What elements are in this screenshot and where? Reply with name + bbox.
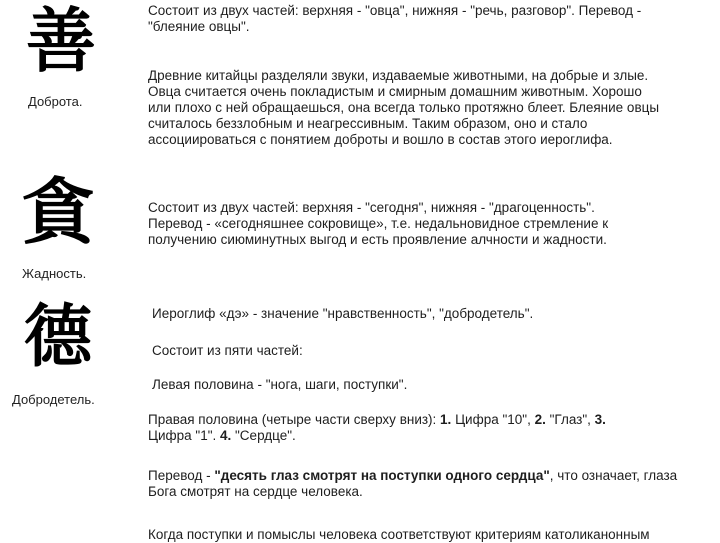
kindness-intro: Состоит из двух частей: верхняя - "овца", нижняя - "речь, разговор". Перевод - "блеяние овцы". bbox=[148, 3, 642, 34]
virtue-num-4: 4. bbox=[220, 428, 232, 443]
virtue-right-half bbox=[148, 412, 713, 444]
virtue-translation-label: Перевод - bbox=[148, 468, 215, 483]
virtue-num-3: 3. bbox=[594, 412, 606, 427]
virtue-translation-meaning: , что означает, глаза Бога смотрят на сердце человека. bbox=[148, 468, 678, 499]
virtue-num-2: 2. bbox=[534, 412, 546, 427]
virtue-translation-quote: "десять глаз смотрят на поступки одного сердца" bbox=[214, 468, 550, 483]
virtue-translation bbox=[148, 468, 718, 500]
caption-virtue: Добродетель. bbox=[12, 392, 95, 407]
virtue-part-2: "Глаз", bbox=[545, 412, 595, 427]
caption-kindness: Доброта. bbox=[28, 94, 83, 109]
virtue-left-half: Левая половина - "нога, шаги, поступки". bbox=[152, 377, 408, 392]
glyph-kindness: 善 bbox=[26, 0, 96, 82]
virtue-right-half-text: Правая половина (четыре части сверху вниз): bbox=[148, 412, 441, 427]
glyph-greed: 貪 bbox=[22, 169, 95, 254]
virtue-definition: Иероглиф «дэ» - значение "нравственность", "добродетель". bbox=[152, 306, 534, 321]
virtue-part-4: "Сердце". bbox=[231, 428, 296, 443]
virtue-part-1: Цифра "10", bbox=[451, 412, 535, 427]
virtue-parts-count: Состоит из пяти частей: bbox=[152, 343, 303, 358]
glyph-virtue: 德 bbox=[24, 297, 93, 377]
virtue-cut-line: Когда поступки и помыслы человека соответствуют критериям католиканонным bbox=[148, 527, 650, 542]
virtue-part-3: Цифра "1". bbox=[148, 428, 217, 443]
greed-body: Состоит из двух частей: верхняя - "сегодня", нижняя - "драгоценность". Перевод - «сегодняшнее сокровище», т.е. недальновидное стремление к получению сиюминутных выгод и есть проявление алчности и жадности. bbox=[148, 200, 609, 247]
kindness-body: Древние китайцы разделяли звуки, издаваемые животными, на добрые и злые. Овца считается очень покладистым и смирным домашним животным. Хорошо или плохо с ней обращаешься, она всегда только протяжно блеет. Блеяние овцы считалось беззлобным и неагрессивным. Таким образом, оно и стало ассоциироваться с понятием доброты и вошло в состав этого иероглифа. bbox=[148, 68, 660, 147]
virtue-num-1: 1. bbox=[440, 412, 452, 427]
caption-greed: Жадность. bbox=[22, 266, 87, 281]
